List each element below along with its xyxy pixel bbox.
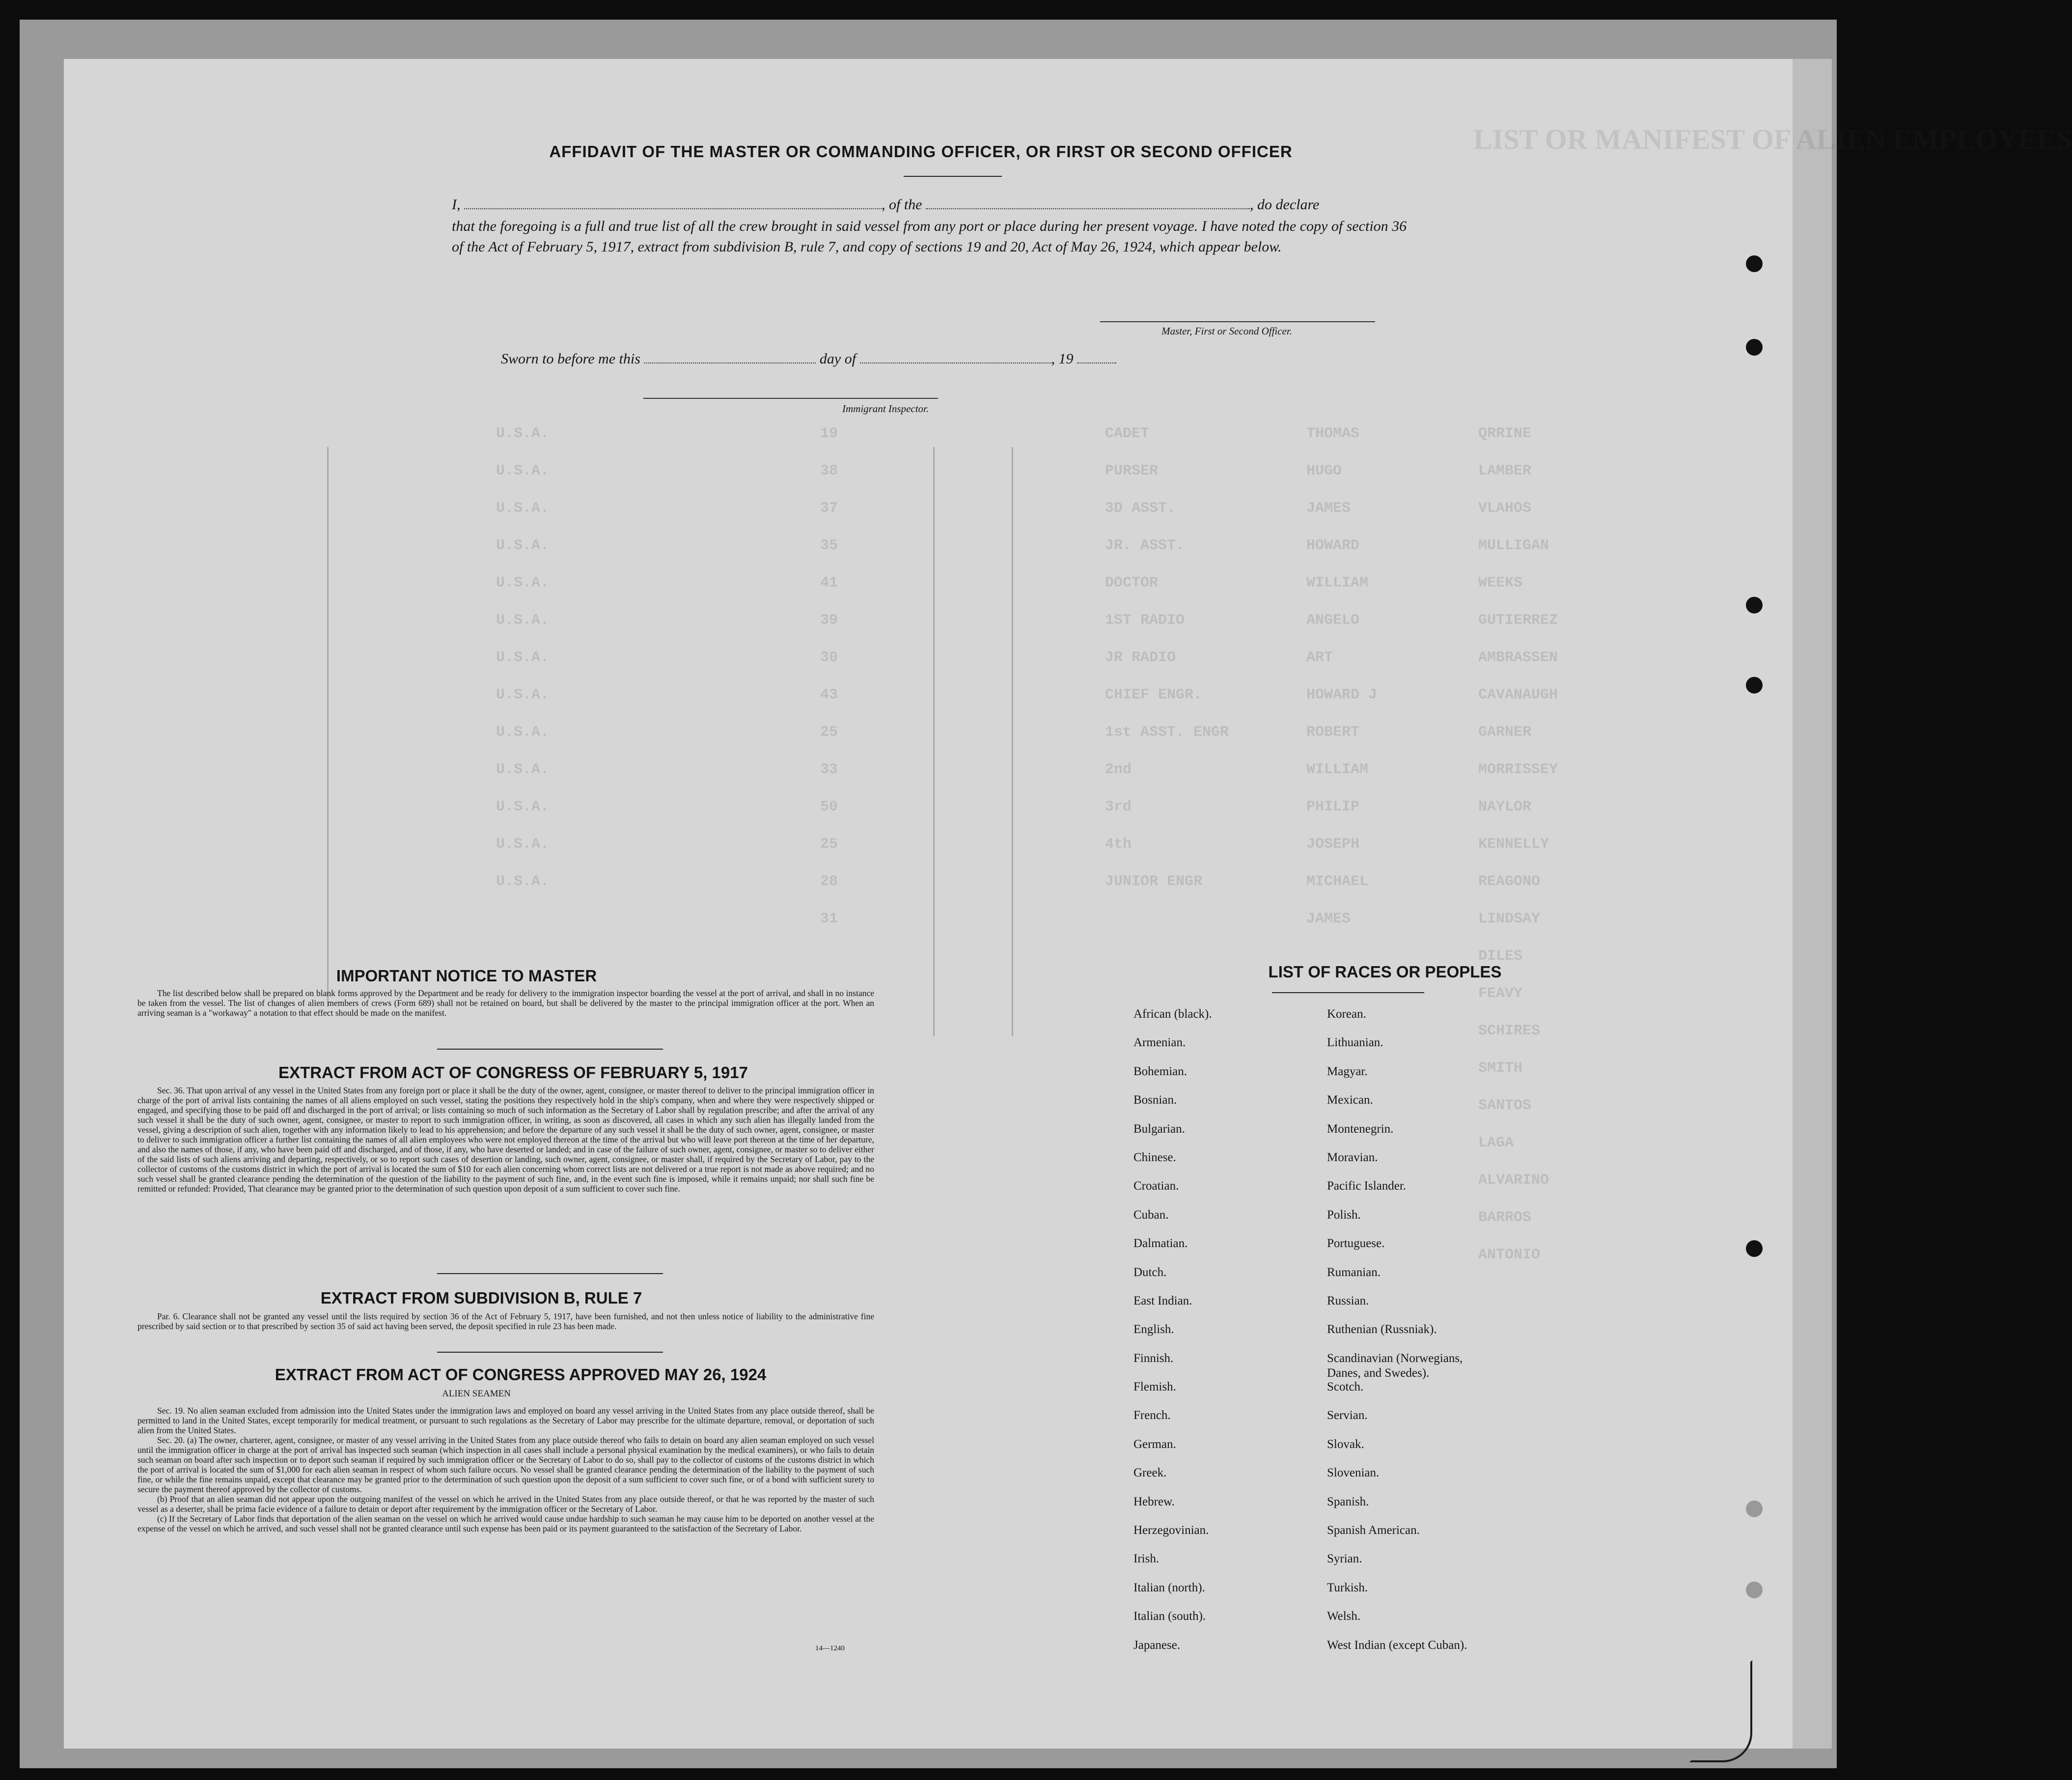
race-item: Dalmatian.	[1133, 1237, 1188, 1251]
form-number: 14—1240	[815, 1644, 845, 1652]
day-of-label: day of	[819, 351, 856, 367]
race-item: West Indian (except Cuban).	[1327, 1638, 1467, 1652]
bleed-through-column: 19 38 37 35 41 39 30 43 25 33 50 25 28 31	[820, 425, 838, 927]
section-rule	[437, 1049, 663, 1050]
race-item: Armenian.	[1133, 1036, 1186, 1050]
manifest-page	[64, 59, 2072, 1749]
year-prefix: , 19	[1051, 351, 1074, 367]
race-item: Italian (south).	[1133, 1610, 1206, 1623]
race-item: English.	[1133, 1323, 1174, 1336]
race-item: Hebrew.	[1133, 1495, 1175, 1508]
bleed-through-heading: LIST OR MANIFEST OF ALIEN EMPLOYEES	[1473, 123, 2072, 155]
race-item: Russian.	[1327, 1294, 1369, 1307]
race-item: Scandinavian (Norwegians, Danes, and Swedes).	[1327, 1351, 1463, 1380]
race-item: Montenegrin.	[1327, 1122, 1394, 1136]
race-item: Spanish.	[1327, 1495, 1369, 1508]
par-6-paragraph: Par. 6. Clearance shall not be granted any vessel until the lists required by section 36 of the Act of February 5, 1917, have been furnished, and not then unless notice of liability to the administrative fine prescribed by said section or to that prescribed by section 35 of said act having been served, the deposit specified in rule 23 has been made.	[138, 1311, 874, 1331]
race-item: Pacific Islander.	[1327, 1179, 1407, 1193]
race-item: Chinese.	[1133, 1150, 1176, 1164]
extract-rule7-title: EXTRACT FROM SUBDIVISION B, RULE 7	[320, 1289, 642, 1307]
race-item: Slovak.	[1327, 1437, 1364, 1451]
race-item: Bulgarian.	[1133, 1122, 1185, 1136]
races-left-column	[1133, 1007, 1320, 1667]
i-label: I,	[452, 196, 461, 213]
punch-hole	[1746, 1501, 1763, 1517]
race-item: Magyar.	[1327, 1064, 1368, 1078]
race-item: Cuban.	[1133, 1208, 1169, 1222]
race-item: Slovenian.	[1327, 1466, 1380, 1480]
race-item: Korean.	[1327, 1007, 1366, 1021]
master-signature-caption: Master, First or Second Officer.	[1161, 325, 1292, 337]
extract-1917-text	[138, 1085, 874, 1194]
sworn-day-blank	[644, 352, 816, 363]
punch-hole	[1746, 677, 1763, 694]
punch-hole	[1746, 339, 1763, 356]
race-item: Moravian.	[1327, 1150, 1378, 1164]
bleed-through-rule	[327, 447, 329, 1007]
do-declare-label: , do declare	[1250, 196, 1320, 213]
of-the-label: , of the	[882, 196, 922, 213]
sworn-month-blank	[860, 352, 1051, 363]
punch-hole	[1746, 1240, 1763, 1257]
race-item: Bohemian.	[1133, 1064, 1188, 1078]
race-item: Spanish American.	[1327, 1524, 1420, 1537]
race-item: Polish.	[1327, 1208, 1361, 1222]
punch-hole	[1746, 597, 1763, 613]
race-item: Bosnian.	[1133, 1093, 1177, 1107]
name-blank	[464, 197, 882, 209]
race-item: Flemish.	[1133, 1380, 1176, 1394]
race-item: Finnish.	[1133, 1351, 1174, 1365]
race-item: Herzegovinian.	[1133, 1524, 1209, 1537]
race-item: Italian (north).	[1133, 1581, 1205, 1594]
race-item: Japanese.	[1133, 1638, 1181, 1652]
sec-20c-paragraph: (c) If the Secretary of Labor finds that deportation of the alien seaman on the vessel on which he arrived would cause undue hardship to such seaman he may cause him to be deported on another vessel at the expense of the vessel on which he arrived, and such vessel shall not be granted clearance until such expense has been paid or its payment guaranteed to the satisfaction of the Secretary of Labor.	[138, 1514, 874, 1533]
bleed-through-column: QRRINE LAMBER VLAHOS MULLIGAN WEEKS GUTIERREZ AMBRASSEN CAVANAUGH GARNER MORRISSEY NAYLOR KENNELLY REAGONO LINDSAY DILES FEAVY SCHIRES SMITH SANTOS LAGA ALVARINO BARROS ANTONIO	[1478, 425, 1558, 1263]
race-item: Greek.	[1133, 1466, 1167, 1480]
race-item: Portuguese.	[1327, 1237, 1385, 1251]
notice-paragraph: The list described below shall be prepared on blank forms approved by the Department and be ready for delivery to the immigration inspector boarding the vessel at the port of arrival, and shall in no instance be taken from the vessel. The list of changes of alien members of crews (Form 689) shall not be retained on board, but shall be delivered by the master to the principal immigration officer at the port. When an arriving seaman is a "workaway" a notation to that effect should be made on the manifest.	[138, 988, 874, 1018]
extract-1917-title: EXTRACT FROM ACT OF CONGRESS OF FEBRUARY 5, 1917	[278, 1063, 748, 1082]
sworn-year-blank	[1077, 352, 1116, 363]
races-rule	[1272, 992, 1424, 993]
pen-mark	[1689, 1660, 1752, 1762]
race-item: African (black).	[1133, 1007, 1212, 1021]
affidavit-declaration-line	[452, 195, 1414, 215]
bleed-through-rule	[933, 447, 935, 1036]
race-item: Dutch.	[1133, 1265, 1167, 1279]
race-item: Syrian.	[1327, 1552, 1362, 1566]
title-rule	[904, 176, 1002, 177]
race-item: Mexican.	[1327, 1093, 1373, 1107]
extract-rule7-text	[138, 1311, 874, 1331]
sec-20a-paragraph: Sec. 20. (a) The owner, charterer, agent, consignee, or master of any vessel arriving in the United States from any place outside thereof who fails to detain on board any alien seaman employed on such vessel until the immigration officer in charge at the port of arrival has inspected such seaman (which inspection in all cases shall include a personal physical examination by the medical examiners), or who fails to detain such seaman on board after such inspection or to deport such seaman if required by such immigration officer or the Secretary of Labor to do so, shall pay to the collector of customs of the customs district in which the port of arrival is located the sum of $1,000 for each alien seaman in respect of whom such failure occurs. No vessel shall be granted clearance pending the determination of the liability to the payment of such fine, or while the fine remains unpaid, except that clearance may be granted prior to the determination of such question upon the deposit of a sum sufficient to cover such fine, or of a bond with sufficient surety to secure the payment thereof approved by the collector of customs.	[138, 1435, 874, 1494]
races-right-column	[1327, 1007, 1582, 1667]
race-item: Servian.	[1327, 1409, 1368, 1422]
notice-title: IMPORTANT NOTICE TO MASTER	[336, 967, 597, 985]
race-item: Welsh.	[1327, 1610, 1361, 1623]
vessel-blank	[926, 197, 1250, 209]
extract-1924-text	[138, 1406, 874, 1533]
race-item: Ruthenian (Russniak).	[1327, 1323, 1437, 1336]
bleed-through-column: CADET PURSER 3D ASST. JR. ASST. DOCTOR 1ST RADIO JR RADIO CHIEF ENGR. 1st ASST. ENGR 2nd 3rd 4th JUNIOR ENGR	[1105, 425, 1229, 890]
punch-hole	[1746, 1582, 1763, 1598]
master-signature-line	[1100, 321, 1375, 322]
sec-20b-paragraph: (b) Proof that an alien seaman did not appear upon the outgoing manifest of the vessel on which he arrived in the United States from any place outside thereof, or that he was reported by the master of such vessel as a deserter, shall be prima facie evidence of a failure to detain or deport after requirement by the immigration officer or the Secretary of Labor.	[138, 1494, 874, 1514]
race-item: Irish.	[1133, 1552, 1160, 1566]
inspector-caption: Immigrant Inspector.	[842, 403, 929, 415]
adjacent-page-edge	[1793, 59, 1832, 1749]
punch-hole	[1746, 255, 1763, 272]
sec-36-paragraph: Sec. 36. That upon arrival of any vessel in the United States from any foreign port or place it shall be the duty of the owner, agent, consignee, or master thereof to deliver to the principal immigration officer in charge of the port of arrival lists containing the names of all aliens employed on such vessel, stating the positions they respectively hold in the ship's company, when and where they were respectively shipped or engaged, and specifying those to be paid off and discharged in the port of arrival; or lists containing so much of such information as the Secretary of Labor shall by regulation prescribe; and after the arrival of any such vessel it shall be the duty of such owner, agent, consignee, or master to report to such immigration officer, in writing, as soon as discovered, all cases in which any such alien has illegally landed from the vessel, giving a description of such alien, together with any information likely to lead to his apprehension; and before the departure of any such vessel it shall be the duty of such owner, agent, consignee, or master to deliver to such immigration officer a further list containing the names of all alien employees who were not employed thereon at the time of the arrival but who will leave port thereon at the time of her departure, and also the names of those, if any, who have been paid off and discharged, and of those, if any, who have deserted or landed; and in case of the failure of such owner, agent, consignee, or master so to deliver either of the said lists of such aliens arriving and departing, respectively, or so to report such cases of desertion or landing, such owner, agent, consignee, or master shall, if required by the Secretary of Labor, pay to the collector of customs of the customs district in which the port of arrival is located the sum of $10 for each alien concerning whom correct lists are not delivered or a true report is not made as above required; and no such vessel shall be granted clearance pending the determination of the question of the liability to the payment of such fine, and, in the event such fine is imposed, while it remains unpaid; nor shall such fine be remitted or refunded: Provided, That clearance may be granted prior to the determination of such question upon deposit of a sum sufficient to cover such fine.	[138, 1085, 874, 1194]
sworn-line	[501, 349, 1385, 369]
notice-text	[138, 988, 874, 1018]
race-item: Scotch.	[1327, 1380, 1364, 1394]
sworn-prefix: Sworn to before me this	[501, 351, 640, 367]
race-item: Rumanian.	[1327, 1265, 1381, 1279]
section-rule	[437, 1352, 663, 1353]
race-item: Croatian.	[1133, 1179, 1179, 1193]
affidavit-title: AFFIDAVIT OF THE MASTER OR COMMANDING OFFICER, OR FIRST OR SECOND OFFICER	[549, 142, 1293, 161]
race-item: German.	[1133, 1437, 1176, 1451]
race-item: Lithuanian.	[1327, 1036, 1383, 1050]
races-title: LIST OF RACES OR PEOPLES	[1268, 963, 1502, 981]
alien-seamen-subtitle: ALIEN SEAMEN	[442, 1389, 511, 1399]
sec-19-paragraph: Sec. 19. No alien seaman excluded from admission into the United States under the immigration laws and employed on board any vessel arriving in the United States from any place outside thereof, shall be permitted to land in the United States, except temporarily for medical treatment, or pursuant to such regulations as the Secretary of Labor may prescribe for the ultimate departure, removal, or deportation of such alien from the United States.	[138, 1406, 874, 1435]
race-item: Turkish.	[1327, 1581, 1368, 1594]
extract-1924-title: EXTRACT FROM ACT OF CONGRESS APPROVED MAY 26, 1924	[275, 1365, 767, 1384]
race-item: East Indian.	[1133, 1294, 1192, 1307]
affidavit-body: that the foregoing is a full and true list of all the crew brought in said vessel from any port or place during her present voyage. I have noted the copy of section 36 of the Act of February 5, 1917, extract from subdivision B, rule 7, and copy of sections 19 and 20, Act of May 26, 1924, which appear below.	[452, 218, 1407, 255]
bleed-through-rule	[1012, 447, 1013, 1036]
inspector-signature-line	[643, 398, 938, 399]
section-rule	[437, 1273, 663, 1274]
bleed-through-column: U.S.A. U.S.A. U.S.A. U.S.A. U.S.A. U.S.A. U.S.A. U.S.A. U.S.A. U.S.A. U.S.A. U.S.A. U.S.A.	[496, 425, 550, 890]
race-item: French.	[1133, 1409, 1171, 1422]
bleed-through-column: THOMAS HUGO JAMES HOWARD WILLIAM ANGELO ART HOWARD J ROBERT WILLIAM PHILIP JOSEPH MICHAEL JAMES	[1306, 425, 1378, 927]
